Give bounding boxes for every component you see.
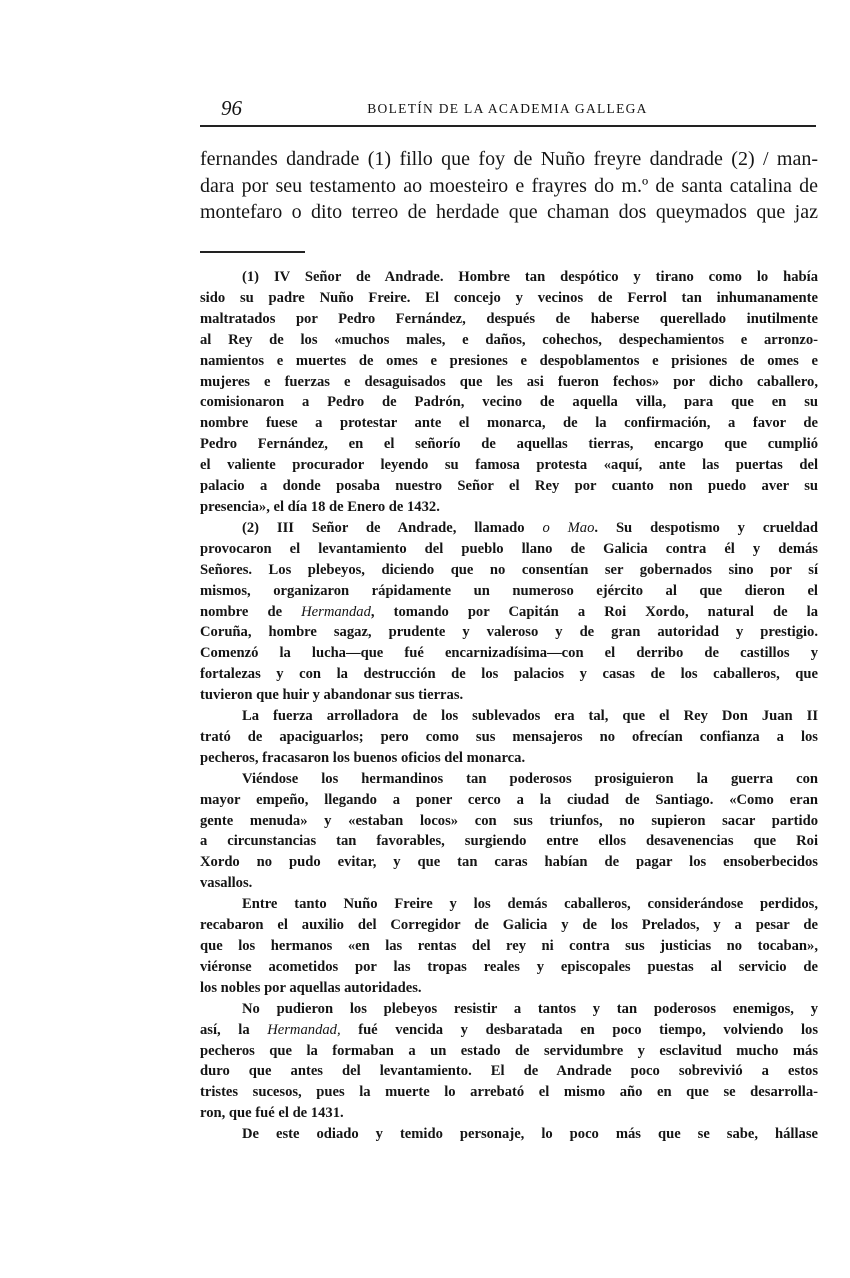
text-segment: Comenzó la lucha—que fué encarnizadísima—con el derribo de castillos y: [200, 645, 818, 662]
footnote-line: [200, 915, 818, 936]
italic-text: Hermandad,: [267, 1021, 341, 1038]
text-segment: trató de apaciguarlos; pero como sus mensajeros no ofrecían confianza a los: [200, 728, 818, 745]
footnote-line: [200, 706, 818, 727]
text-segment: comisionaron a Pedro de Padrón, vecino de aquella villa, para que en su: [200, 394, 818, 411]
text-segment: vasallos.: [200, 875, 253, 892]
footnote-line: [200, 309, 818, 330]
footnote-line: [200, 999, 818, 1020]
text-segment: . Su despotismo y crueldad: [594, 519, 819, 536]
page-number: 96: [221, 96, 242, 120]
footnote-line: [200, 936, 818, 957]
text-segment: De este odiado y temido personaje, lo poco más que se sabe, hállase: [242, 1126, 818, 1143]
text-segment: tuvieron que huir y abandonar sus tierras.: [200, 687, 464, 704]
text-segment: palacio a donde posaba nuestro Señor el Rey por cuanto non puedo aver su: [200, 478, 818, 495]
text-segment: Pedro Fernández, en el señorío de aquellas tierras, encargo que cumplió: [200, 436, 818, 453]
footnote-line: [200, 372, 818, 393]
footnote-line: [200, 581, 818, 602]
main-text-line: fernandes dandrade (1) fillo que foy de Nuño freyre dandrade (2) / man-: [200, 148, 818, 170]
text-segment: mismos, organizaron rápidamente un numeroso ejército al que dieron el: [200, 582, 818, 599]
footnote-paragraph: [200, 706, 818, 769]
main-text: [200, 146, 818, 226]
text-segment: recabaron el auxilio del Corregidor de Galicia y de los Prelados, y a pesar de: [200, 917, 818, 934]
footnote-line: [200, 476, 818, 497]
text-segment: al Rey de los «muchos males, e daños, cohechos, despechamientos e arronzo-: [200, 331, 818, 348]
text-segment: namientos e muertes de omes e presiones e despoblamentos e prisiones de omes e: [200, 352, 818, 369]
italic-text: Hermandad: [301, 603, 371, 620]
text-segment: La fuerza arrolladora de los sublevados era tal, que el Rey Don Juan II: [242, 708, 818, 725]
text-segment: el valiente procurador leyendo su famosa protesta «aquí, ante las puertas del: [200, 457, 818, 474]
text-segment: pecheros que la formaban a un estado de servidumbre y esclavitud mucho más: [200, 1042, 818, 1059]
footnote-line: [200, 413, 818, 434]
footnote-paragraph: [200, 999, 818, 1124]
text-segment: que los hermanos «en las rentas del rey ni contra sus justicias no tocaban»,: [200, 938, 818, 954]
footnote-line: [200, 727, 818, 748]
text-segment: tristes sucesos, pues la muerte lo arrebató el mismo año en que se desarrolla-: [200, 1084, 818, 1101]
footnote-line: [200, 978, 818, 999]
footnote-line: [200, 1082, 818, 1103]
footnote-line: [200, 539, 818, 560]
footnote-line: [200, 873, 818, 894]
text-segment: Entre tanto Nuño Freire y los demás caballeros, considerándose perdidos,: [242, 896, 818, 913]
text-segment: Coruña, hombre sagaz, prudente y valeroso y de gran autoridad y prestigio.: [200, 624, 818, 641]
footnote-paragraph: [200, 769, 818, 894]
text-segment: , tomando por Capitán a Roi Xordo, natural de la: [370, 603, 818, 620]
text-segment: sido su padre Nuño Freire. El concejo y vecinos de Ferrol tan inhumanamente: [200, 289, 818, 306]
text-segment: provocaron el levantamiento del pueblo llano de Galicia contra él y demás: [200, 540, 818, 557]
italic-text: o Mao: [542, 519, 595, 536]
footnote-line: [200, 434, 818, 455]
footnote-paragraph: [200, 267, 818, 518]
footnote-line: [200, 685, 818, 706]
footnote-line: [200, 831, 818, 852]
text-segment: mujeres e fuerzas e desaguisados que les asi fueron fechos» por dicho caballero,: [200, 373, 818, 390]
footnote-line: [200, 622, 818, 643]
text-segment: duro que antes del levantamiento. El de Andrade poco sobrevivió a estos: [200, 1063, 818, 1080]
footnote-line: [200, 1041, 818, 1062]
text-segment: Xordo no pudo evitar, y que tan caras habían de pagar los ensoberbecidos: [200, 854, 818, 871]
text-segment: gente menuda» y «estaban locos» con sus triunfos, no supieron sacar partido: [200, 812, 818, 829]
footnote-line: [200, 811, 818, 832]
footnote-line: [200, 1061, 818, 1082]
footnote-line: [200, 267, 818, 288]
footnote-line: [200, 455, 818, 476]
footnote-line: [200, 894, 818, 915]
footnote-line: [200, 392, 818, 413]
footnotes: [200, 267, 818, 1145]
footnote-line: [200, 518, 818, 539]
text-segment: nombre fuese a protestar ante el monarca, de la confirmación, a favor de: [200, 415, 818, 432]
footnote-line: [200, 330, 818, 351]
text-segment: (1) IV Señor de Andrade. Hombre tan despótico y tirano como lo había: [242, 269, 818, 285]
header-rule: [200, 125, 816, 127]
footnote-line: [200, 664, 818, 685]
text-segment: Viéndose los hermandinos tan poderosos prosiguieron la guerra con: [242, 770, 818, 787]
footnote-line: [200, 560, 818, 581]
text-segment: (2) III Señor de Andrade, llamado: [242, 519, 543, 536]
footnote-line: [200, 748, 818, 769]
footnote-line: [200, 852, 818, 873]
footnote-line: [200, 288, 818, 309]
footnote-paragraph: [200, 894, 818, 999]
text-segment: fué vencida y desbaratada en poco tiempo, volviendo los: [340, 1021, 819, 1038]
footnote-line: [200, 790, 818, 811]
text-segment: los nobles por aquellas autoridades.: [200, 979, 422, 996]
footnote-line: [200, 497, 818, 518]
footnote-line: [200, 602, 818, 623]
footnote-separator: [200, 251, 305, 253]
text-segment: No pudieron los plebeyos resistir a tantos y tan poderosos enemigos, y: [242, 1000, 818, 1017]
text-segment: mayor empeño, llegando a poner cerco a la ciudad de Santiago. «Como eran: [200, 791, 818, 808]
text-segment: ron, que fué el de 1431.: [200, 1105, 344, 1122]
footnote-line: [200, 1103, 818, 1124]
running-header-title: BOLETÍN DE LA ACADEMIA GALLEGA: [367, 101, 648, 116]
main-text-line: dara por seu testamento ao moesteiro e frayres do m.º de santa catalina de: [200, 174, 818, 197]
footnote-line: [200, 351, 818, 372]
main-text-line: montefaro o dito terreo de herdade que chaman dos queymados que jaz: [200, 201, 818, 223]
text-segment: a circunstancias tan favorables, surgiendo entre ellos desavenencias que Roi: [200, 833, 818, 850]
text-segment: fortalezas y con la destrucción de los palacios y casas de los caballeros, que: [200, 666, 818, 683]
footnote-line: [200, 769, 818, 790]
footnote-line: [200, 957, 818, 978]
text-segment: viéronse acometidos por las tropas reales y episcopales puestas al servicio de: [200, 958, 818, 975]
footnote-line: [200, 1124, 818, 1145]
footnote-paragraph: [200, 518, 818, 706]
text-segment: nombre de: [200, 603, 302, 620]
text-segment: Señores. Los plebeyos, diciendo que no consentían ser gobernados sino por sí: [200, 561, 818, 578]
text-segment: presencia», el día 18 de Enero de 1432.: [200, 498, 440, 515]
footnote-line: [200, 1020, 818, 1041]
footnote-paragraph: [200, 1124, 818, 1145]
footnote-line: [200, 643, 818, 664]
text-segment: pecheros, fracasaron los buenos oficios del monarca.: [200, 749, 526, 766]
text-segment: maltratados por Pedro Fernández, después de haberse querellado inutilmente: [200, 310, 818, 327]
text-segment: así, la: [200, 1021, 268, 1038]
